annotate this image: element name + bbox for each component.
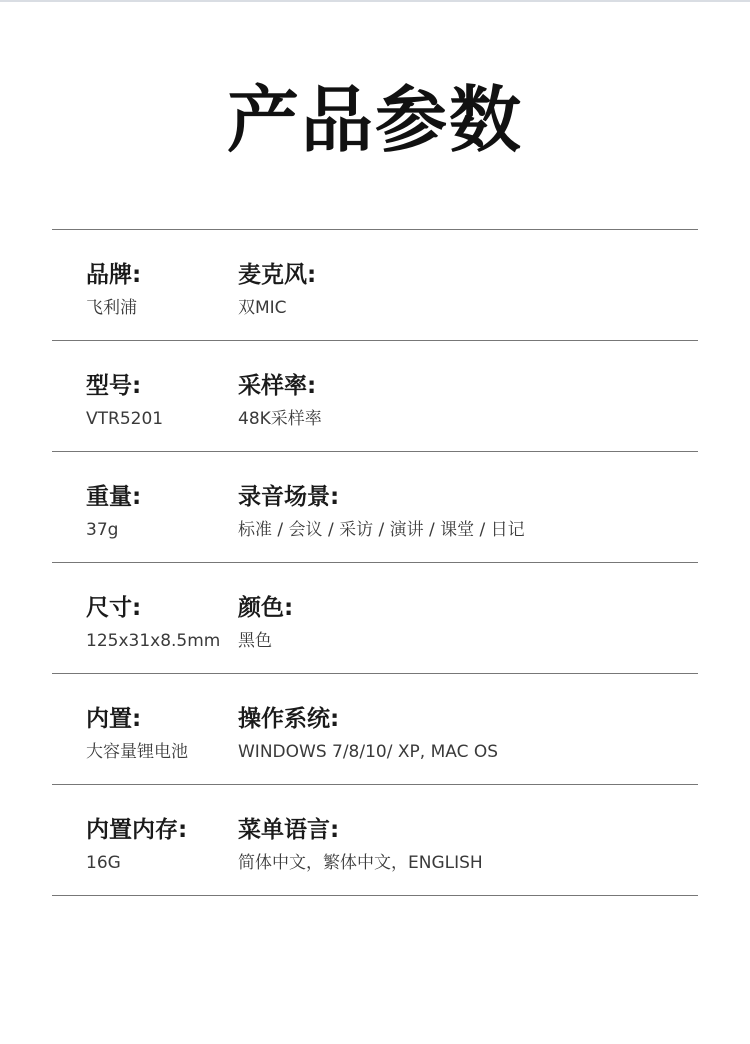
spec-value-menu-language: 简体中文，繁体中文，ENGLISH [238,853,483,873]
spec-value-size: 125x31x8.5mm [86,631,221,651]
spec-label-sample-rate: 采样率: [238,373,317,399]
spec-value-brand: 飞利浦 [86,298,137,318]
spec-value-recording-scenes: 标准 / 会议 / 采访 / 演讲 / 课堂 / 日记 [238,520,525,540]
spec-label-menu-language: 菜单语言: [238,817,340,843]
spec-label-recording-scenes: 录音场景: [238,484,340,510]
spec-value-built-in: 大容量锂电池 [86,742,188,762]
spec-value-weight: 37g [86,520,119,540]
spec-value-microphone: 双MIC [238,298,287,318]
spec-value-model: VTR5201 [86,409,164,429]
spec-row-size-color [52,563,698,674]
spec-label-color: 颜色: [238,595,294,621]
spec-row-memory-language [52,785,698,896]
top-divider [0,0,750,2]
spec-label-memory: 内置内存: [86,817,188,843]
spec-value-operating-system: WINDOWS 7/8/10/ XP, MAC OS [238,742,499,762]
spec-value-sample-rate: 48K采样率 [238,409,322,429]
page-title: 产品参数 [226,78,523,162]
spec-value-color: 黑色 [238,631,272,651]
spec-table [52,229,698,896]
spec-label-microphone: 麦克风: [238,262,317,288]
spec-label-built-in: 内置: [86,706,142,732]
spec-value-memory: 16G [86,853,121,873]
spec-label-operating-system: 操作系统: [238,706,340,732]
spec-label-model: 型号: [86,373,142,399]
spec-row-battery-os [52,674,698,785]
spec-row-brand-mic [52,230,698,341]
spec-row-model-samplerate [52,341,698,452]
spec-label-weight: 重量: [86,484,142,510]
spec-label-brand: 品牌: [86,262,142,288]
spec-row-weight-scenes [52,452,698,563]
spec-label-size: 尺寸: [86,595,142,621]
